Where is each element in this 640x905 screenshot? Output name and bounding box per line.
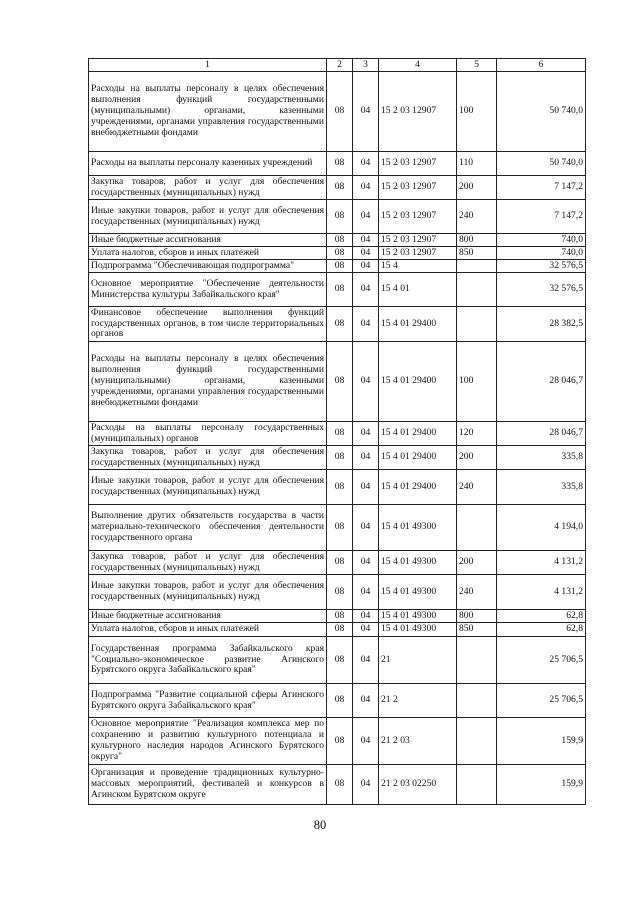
target-article-cell: 15 4	[379, 260, 457, 273]
expense-type-cell: 200	[457, 446, 497, 470]
table-row	[89, 72, 586, 152]
target-article-cell: 15 2 03 12907	[379, 176, 457, 200]
target-article-cell: 15 4 01 29400	[379, 307, 457, 342]
item-name-cell: Выполнение других обязательств государства в части материально-технического обеспечения деятельности государственного органа	[89, 505, 327, 551]
item-name-cell: Подпрограмма "Обеспечивающая подпрограмма"	[89, 260, 327, 273]
target-article-cell: 15 4 01 29400	[379, 342, 457, 422]
table-row	[89, 342, 586, 422]
amount-cell: 4 131,2	[497, 551, 586, 575]
amount-cell: 4 131,2	[497, 575, 586, 610]
amount-cell: 28 046,7	[497, 422, 586, 446]
target-article-cell: 15 4 01 29400	[379, 422, 457, 446]
subsection-code-cell: 04	[353, 273, 379, 307]
amount-cell: 32 576,5	[497, 260, 586, 273]
item-name-cell: Уплата налогов, сборов и иных платежей	[89, 247, 327, 260]
table-row	[89, 200, 586, 234]
subsection-code-cell: 04	[353, 200, 379, 234]
header-cell: 6	[497, 59, 586, 72]
budget-table	[88, 58, 586, 805]
section-code-cell: 08	[327, 684, 353, 718]
expense-type-cell: 200	[457, 551, 497, 575]
target-article-cell: 15 4 01 49300	[379, 551, 457, 575]
expense-type-cell: 800	[457, 610, 497, 623]
amount-cell: 7 147,2	[497, 176, 586, 200]
subsection-code-cell: 04	[353, 446, 379, 470]
section-code-cell: 08	[327, 422, 353, 446]
amount-cell: 25 706,5	[497, 684, 586, 718]
item-name-cell: Финансовое обеспечение выполнения функций государственных органов, в том числе территориальных органов	[89, 307, 327, 342]
target-article-cell: 15 4 01 29400	[379, 470, 457, 505]
section-code-cell: 08	[327, 176, 353, 200]
table-row	[89, 765, 586, 805]
item-name-cell: Закупка товаров, работ и услуг для обеспечения государственных (муниципальных) нужд	[89, 446, 327, 470]
target-article-cell: 21 2 03 02250	[379, 765, 457, 805]
amount-cell: 335,8	[497, 446, 586, 470]
expense-type-cell: 240	[457, 200, 497, 234]
expense-type-cell	[457, 260, 497, 273]
target-article-cell: 15 4 01 29400	[379, 446, 457, 470]
item-name-cell: Расходы на выплаты персоналу государственных (муниципальных) органов	[89, 422, 327, 446]
subsection-code-cell: 04	[353, 234, 379, 247]
item-name-cell: Расходы на выплаты персоналу казенных учреждений	[89, 152, 327, 176]
expense-type-cell: 850	[457, 623, 497, 637]
section-code-cell: 08	[327, 551, 353, 575]
section-code-cell: 08	[327, 260, 353, 273]
section-code-cell: 08	[327, 307, 353, 342]
section-code-cell: 08	[327, 234, 353, 247]
amount-cell: 740,0	[497, 247, 586, 260]
expense-type-cell: 100	[457, 72, 497, 152]
subsection-code-cell: 04	[353, 247, 379, 260]
item-name-cell: Иные закупки товаров, работ и услуг для обеспечения государственных (муниципальных) нужд	[89, 200, 327, 234]
table-row	[89, 446, 586, 470]
subsection-code-cell: 04	[353, 176, 379, 200]
table-row	[89, 176, 586, 200]
subsection-code-cell: 04	[353, 718, 379, 765]
target-article-cell: 21	[379, 637, 457, 684]
table-row	[89, 623, 586, 637]
section-code-cell: 08	[327, 765, 353, 805]
section-code-cell: 08	[327, 718, 353, 765]
amount-cell: 25 706,5	[497, 637, 586, 684]
subsection-code-cell: 04	[353, 342, 379, 422]
target-article-cell: 21 2 03	[379, 718, 457, 765]
amount-cell: 740,0	[497, 234, 586, 247]
subsection-code-cell: 04	[353, 152, 379, 176]
expense-type-cell: 120	[457, 422, 497, 446]
expense-type-cell	[457, 273, 497, 307]
subsection-code-cell: 04	[353, 551, 379, 575]
target-article-cell: 15 2 03 12907	[379, 234, 457, 247]
table-row	[89, 637, 586, 684]
expense-type-cell	[457, 718, 497, 765]
section-code-cell: 08	[327, 610, 353, 623]
table-row	[89, 551, 586, 575]
amount-cell: 50 740,0	[497, 72, 586, 152]
amount-cell: 159,9	[497, 765, 586, 805]
subsection-code-cell: 04	[353, 72, 379, 152]
subsection-code-cell: 04	[353, 623, 379, 637]
table-row	[89, 505, 586, 551]
item-name-cell: Государственная программа Забайкальского края "Социально-экономическое развитие Агинского Бурятского округа Забайкальского края"	[89, 637, 327, 684]
section-code-cell: 08	[327, 72, 353, 152]
expense-type-cell: 240	[457, 575, 497, 610]
table-row	[89, 422, 586, 446]
table-row	[89, 718, 586, 765]
expense-type-cell: 100	[457, 342, 497, 422]
target-article-cell: 15 2 03 12907	[379, 152, 457, 176]
subsection-code-cell: 04	[353, 422, 379, 446]
subsection-code-cell: 04	[353, 765, 379, 805]
expense-type-cell: 850	[457, 247, 497, 260]
item-name-cell: Закупка товаров, работ и услуг для обеспечения государственных (муниципальных) нужд	[89, 176, 327, 200]
table-row	[89, 684, 586, 718]
section-code-cell: 08	[327, 505, 353, 551]
table-row	[89, 610, 586, 623]
amount-cell: 50 740,0	[497, 152, 586, 176]
subsection-code-cell: 04	[353, 575, 379, 610]
header-cell: 4	[379, 59, 457, 72]
amount-cell: 28 046,7	[497, 342, 586, 422]
target-article-cell: 15 4 01	[379, 273, 457, 307]
subsection-code-cell: 04	[353, 470, 379, 505]
section-code-cell: 08	[327, 470, 353, 505]
table-row	[89, 273, 586, 307]
table-row	[89, 470, 586, 505]
expense-type-cell: 200	[457, 176, 497, 200]
item-name-cell: Иные закупки товаров, работ и услуг для обеспечения государственных (муниципальных) нужд	[89, 575, 327, 610]
section-code-cell: 08	[327, 623, 353, 637]
item-name-cell: Организация и проведение традиционных культурно-массовых мероприятий, фестивалей и конкурсов в Агинском Бурятском округе	[89, 765, 327, 805]
item-name-cell: Расходы на выплаты персоналу в целях обеспечения выполнения функций государственными (муниципальными) органами, казенными учреждениями, органами управления государственными внебюджетными фондами	[89, 342, 327, 422]
amount-cell: 62,8	[497, 623, 586, 637]
amount-cell: 28 382,5	[497, 307, 586, 342]
header-cell: 5	[457, 59, 497, 72]
section-code-cell: 08	[327, 446, 353, 470]
target-article-cell: 15 4 01 49300	[379, 623, 457, 637]
target-article-cell: 15 2 03 12907	[379, 200, 457, 234]
subsection-code-cell: 04	[353, 610, 379, 623]
item-name-cell: Основное мероприятие "Обеспечение деятельности Министерства культуры Забайкальского края"	[89, 273, 327, 307]
section-code-cell: 08	[327, 247, 353, 260]
amount-cell: 159,9	[497, 718, 586, 765]
expense-type-cell	[457, 307, 497, 342]
subsection-code-cell: 04	[353, 684, 379, 718]
table-row	[89, 307, 586, 342]
section-code-cell: 08	[327, 637, 353, 684]
amount-cell: 7 147,2	[497, 200, 586, 234]
target-article-cell: 15 4 01 49300	[379, 575, 457, 610]
subsection-code-cell: 04	[353, 637, 379, 684]
expense-type-cell	[457, 505, 497, 551]
table-row	[89, 575, 586, 610]
item-name-cell: Иные закупки товаров, работ и услуг для обеспечения государственных (муниципальных) нужд	[89, 470, 327, 505]
table-header-row	[89, 59, 586, 72]
section-code-cell: 08	[327, 152, 353, 176]
amount-cell: 32 576,5	[497, 273, 586, 307]
target-article-cell: 15 4 01 49300	[379, 610, 457, 623]
item-name-cell: Основное мероприятие "Реализация комплекса мер по сохранению и развитию культурного потенциала и культурного наследия народов Агинского Бурятского округа"	[89, 718, 327, 765]
section-code-cell: 08	[327, 200, 353, 234]
page-number: 80	[313, 818, 327, 832]
item-name-cell: Закупка товаров, работ и услуг для обеспечения государственных (муниципальных) нужд	[89, 551, 327, 575]
item-name-cell: Уплата налогов, сборов и иных платежей	[89, 623, 327, 637]
target-article-cell: 21 2	[379, 684, 457, 718]
subsection-code-cell: 04	[353, 505, 379, 551]
expense-type-cell: 110	[457, 152, 497, 176]
target-article-cell: 15 2 03 12907	[379, 247, 457, 260]
expense-type-cell	[457, 765, 497, 805]
table-row	[89, 152, 586, 176]
item-name-cell: Подпрограмма "Развитие социальной сферы Агинского Бурятского округа Забайкальского края"	[89, 684, 327, 718]
item-name-cell: Расходы на выплаты персоналу в целях обеспечения выполнения функций государственными (муниципальными) органами, казенными учреждениями, органами управления государственными внебюджетными фондами	[89, 72, 327, 152]
header-cell: 2	[327, 59, 353, 72]
expense-type-cell: 800	[457, 234, 497, 247]
header-cell: 1	[89, 59, 327, 72]
table-row	[89, 247, 586, 260]
item-name-cell: Иные бюджетные ассигнования	[89, 234, 327, 247]
table-row	[89, 234, 586, 247]
target-article-cell: 15 4 01 49300	[379, 505, 457, 551]
item-name-cell: Иные бюджетные ассигнования	[89, 610, 327, 623]
table-body	[89, 72, 586, 805]
subsection-code-cell: 04	[353, 260, 379, 273]
amount-cell: 62,8	[497, 610, 586, 623]
expense-type-cell: 240	[457, 470, 497, 505]
header-cell: 3	[353, 59, 379, 72]
expense-type-cell	[457, 684, 497, 718]
section-code-cell: 08	[327, 342, 353, 422]
subsection-code-cell: 04	[353, 307, 379, 342]
section-code-cell: 08	[327, 273, 353, 307]
expense-type-cell	[457, 637, 497, 684]
target-article-cell: 15 2 03 12907	[379, 72, 457, 152]
section-code-cell: 08	[327, 575, 353, 610]
amount-cell: 335,8	[497, 470, 586, 505]
amount-cell: 4 194,0	[497, 505, 586, 551]
table-row	[89, 260, 586, 273]
